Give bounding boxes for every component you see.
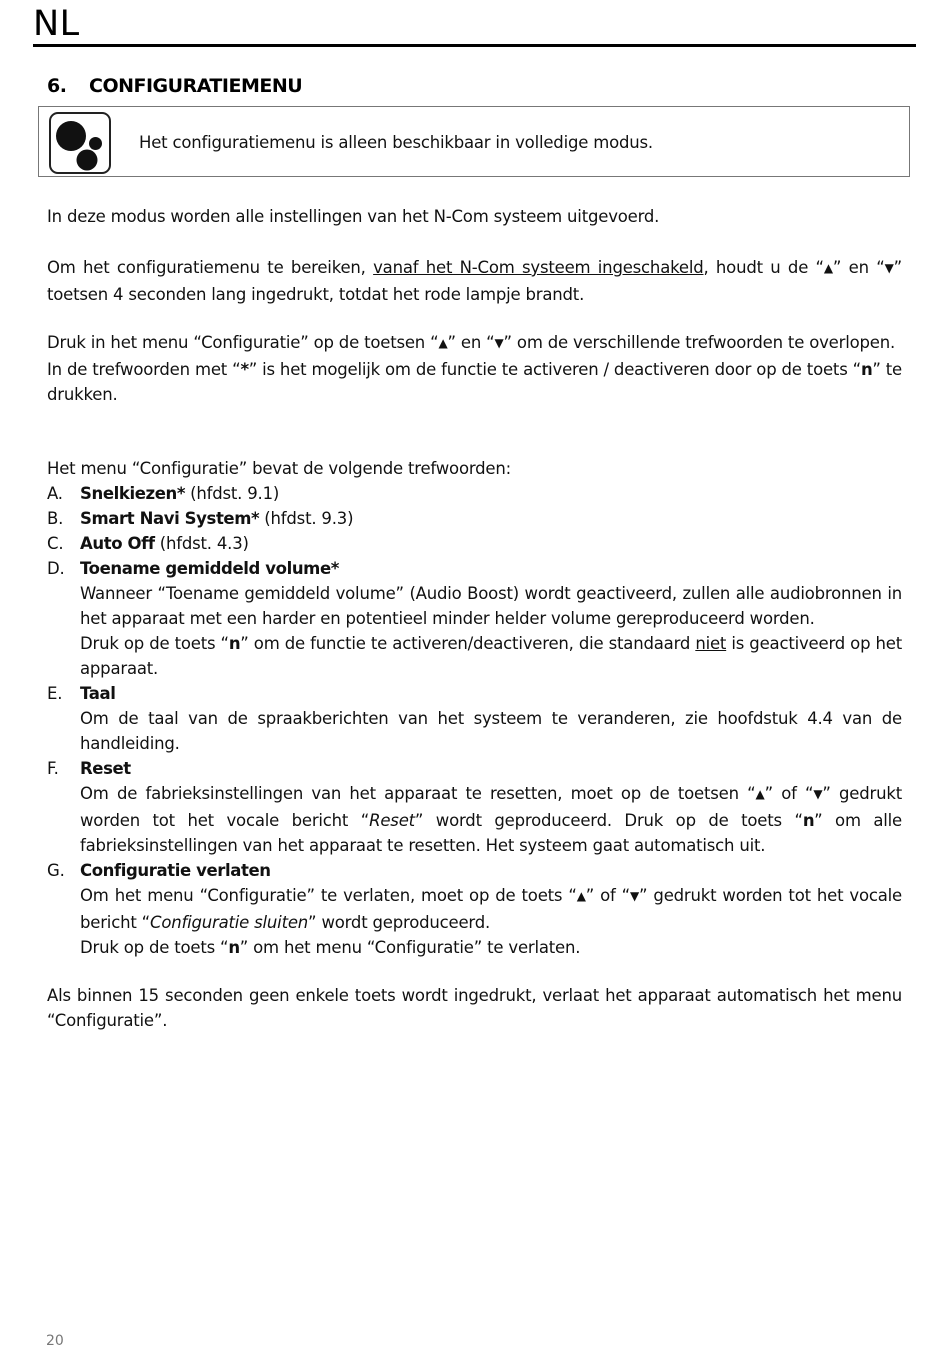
item-description: Om het menu “Configuratie” te verlaten, moet op de toets “▲” of “▼” gedrukt worden tot het vocale bericht “Configuratie sluiten” wordt geproduceerd.	[80, 886, 902, 932]
language-code: NL	[33, 4, 80, 44]
list-item-g: G. Configuratie verlaten Om het menu “Configuratie” te verlaten, moet op de toets “▲” of “▼” gedrukt worden tot het vocale bericht “Configuratie sluiten” wordt geproduceerd. Druk op de toets “n” om het menu “Configuratie” te verlaten.	[47, 858, 902, 960]
key-n-symbol: n	[228, 938, 240, 957]
key-n-symbol: n	[861, 360, 873, 379]
keyword-list	[47, 481, 902, 960]
navigate-paragraph: Druk in het menu “Configuratie” op de toetsen “▲” en “▼” om de verschillende trefwoorden te overlopen. In de trefwoorden met “*” is het mogelijk om de functie te activeren / deactiveren door op de toets “n” te drukken.	[47, 333, 902, 404]
list-item-d: D. Toename gemiddeld volume* Wanneer “Toename gemiddeld volume” (Audio Boost) wordt geactiveerd, zullen alle audiobronnen in het apparaat met een harder en potentieel minder helder volume gereproduceerd worden. Druk op de toets “n” om de functie te activeren/deactiveren, die standaard niet is geactiveerd op het apparaat.	[47, 556, 902, 681]
section-number: 6.	[47, 75, 67, 97]
list-item-b: B. Smart Navi System* (hfdst. 9.3)	[47, 509, 354, 528]
down-arrow-icon: ▼	[494, 336, 504, 350]
item-description: Om de taal van de spraakberichten van het systeem te veranderen, zie hoofdstuk 4.4 van de handleiding.	[80, 709, 902, 753]
up-arrow-icon: ▲	[576, 889, 586, 903]
up-arrow-icon: ▲	[823, 261, 833, 275]
list-item-c: C. Auto Off (hfdst. 4.3)	[47, 534, 249, 553]
down-arrow-icon: ▼	[813, 787, 823, 801]
down-arrow-icon: ▼	[630, 889, 640, 903]
intro-paragraph: In deze modus worden alle instellingen van het N-Com systeem uitgevoerd.	[47, 207, 660, 226]
keyword-title: Taal	[80, 684, 116, 703]
keyword-title: Smart Navi System*	[80, 509, 260, 528]
keyword-title: Reset	[80, 759, 131, 778]
keyword-title: Configuratie verlaten	[80, 861, 271, 880]
note-box	[38, 106, 910, 177]
item-description: Druk op de toets “n” om het menu “Configuratie” te verlaten.	[80, 938, 581, 957]
list-item-a: A. Snelkiezen* (hfdst. 9.1)	[47, 484, 280, 503]
key-n-symbol: n	[228, 634, 241, 653]
keywords-intro: Het menu “Configuratie” bevat de volgende trefwoorden:	[47, 459, 511, 478]
three-dots-mode-icon	[49, 112, 111, 174]
down-arrow-icon: ▼	[884, 261, 894, 275]
item-description: Om de fabrieksinstellingen van het apparaat te resetten, moet op de toetsen “▲” of “▼” gedrukt worden tot het vocale bericht “Reset” wordt geproduceerd. Druk op de toets “n” om alle fabrieksinstellingen van het apparaat te resetten. Het systeem gaat automatisch uit.	[80, 784, 902, 855]
key-n-symbol: n	[802, 811, 815, 830]
item-description: Druk op de toets “n” om de functie te activeren/deactiveren, die standaard niet is geactiveerd op het apparaat.	[80, 634, 902, 678]
section-title: CONFIGURATIEMENU	[89, 75, 303, 97]
page-number: 20	[46, 1333, 64, 1349]
header-divider	[33, 44, 916, 47]
up-arrow-icon: ▲	[438, 336, 448, 350]
up-arrow-icon: ▲	[755, 787, 765, 801]
section-heading	[47, 74, 302, 98]
item-description: Wanneer “Toename gemiddeld volume” (Audio Boost) wordt geactiveerd, zullen alle audiobronnen in het apparaat met een harder en potentieel minder helder volume gereproduceerd worden.	[80, 584, 902, 628]
star-symbol: *	[240, 360, 249, 379]
list-item-e: E. Taal Om de taal van de spraakberichten van het systeem te veranderen, zie hoofdstuk 4.4 van de handleiding.	[47, 681, 902, 756]
keyword-title: Auto Off	[80, 534, 155, 553]
timeout-paragraph: Als binnen 15 seconden geen enkele toets wordt ingedrukt, verlaat het apparaat automatisch het menu “Configuratie”.	[47, 986, 902, 1030]
underlined-text: vanaf het N-Com systeem ingeschakeld	[373, 258, 704, 277]
keyword-title: Toename gemiddeld volume*	[80, 559, 339, 578]
keyword-title: Snelkiezen*	[80, 484, 186, 503]
note-text: Het configuratiemenu is alleen beschikbaar in volledige modus.	[139, 133, 653, 152]
access-paragraph: Om het configuratiemenu te bereiken, vanaf het N-Com systeem ingeschakeld, houdt u de “▲” en “▼” toetsen 4 seconden lang ingedrukt, totdat het rode lampje brandt.	[47, 258, 903, 304]
list-item-f: F. Reset Om de fabrieksinstellingen van het apparaat te resetten, moet op de toetsen “▲” of “▼” gedrukt worden tot het vocale bericht “Reset” wordt geproduceerd. Druk op de toets “n” om alle fabrieksinstellingen van het apparaat te resetten. Het systeem gaat automatisch uit.	[47, 756, 902, 858]
